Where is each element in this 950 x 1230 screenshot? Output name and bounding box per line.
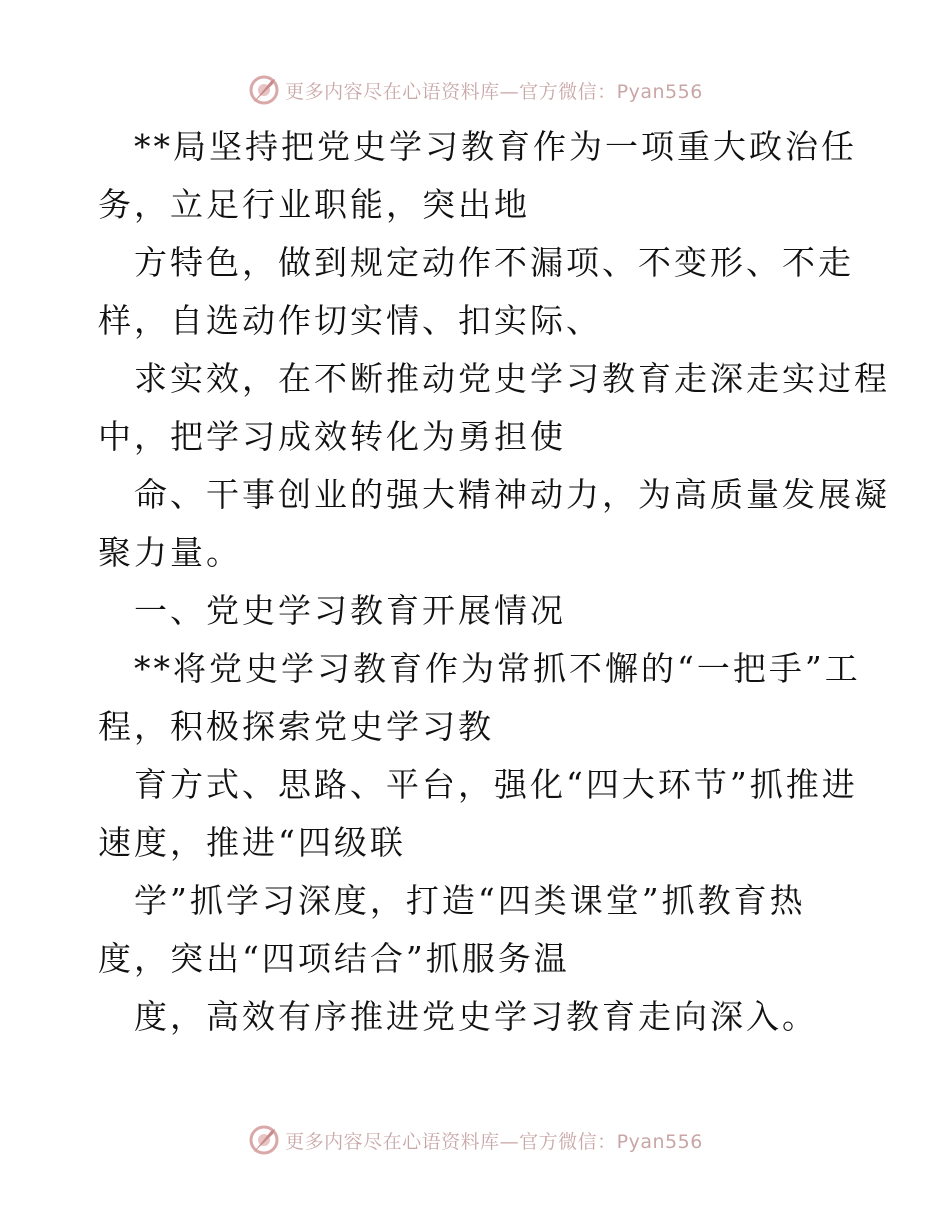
quill-logo-icon bbox=[247, 73, 281, 107]
header-watermark-banner bbox=[0, 70, 950, 110]
body-line-4: 样，自选动作切实情、扣实际、 bbox=[98, 301, 602, 340]
header-banner-text: 更多内容尽在心语资料库—官方微信：Pyan556 bbox=[285, 80, 703, 103]
body-line-2: 务，立足行业职能，突出地 bbox=[98, 185, 530, 224]
section-heading: 一、党史学习教育开展情况 bbox=[134, 591, 566, 630]
body-line-1: **局坚持把党史学习教育作为一项重大政治任 bbox=[134, 127, 857, 166]
body-line-16: 度，高效有序推进党史学习教育走向深入。 bbox=[134, 997, 818, 1036]
body-line-12: 育方式、思路、平台，强化“四大环节”抓推进 bbox=[134, 765, 858, 804]
footer-banner-text: 更多内容尽在心语资料库—官方微信：Pyan556 bbox=[285, 1130, 703, 1153]
document-body bbox=[98, 118, 890, 1046]
body-line-5: 求实效，在不断推动党史学习教育走深走实过程 bbox=[134, 359, 890, 398]
body-line-10: **将党史学习教育作为常抓不懈的“一把手”工 bbox=[134, 649, 861, 688]
body-line-6: 中，把学习成效转化为勇担使 bbox=[98, 417, 566, 456]
body-line-11: 程，积极探索党史学习教 bbox=[98, 707, 494, 746]
footer-watermark-banner bbox=[0, 1120, 950, 1160]
body-line-13: 速度，推进“四级联 bbox=[98, 823, 406, 862]
body-line-8: 聚力量。 bbox=[98, 533, 242, 572]
footer-wechat-id: Pyan556 bbox=[616, 1130, 703, 1153]
body-line-3: 方特色，做到规定动作不漏项、不变形、不走 bbox=[134, 243, 854, 282]
body-line-14: 学”抓学习深度，打造“四类课堂”抓教育热 bbox=[134, 881, 806, 920]
quill-logo-icon bbox=[247, 1123, 281, 1157]
header-wechat-id: Pyan556 bbox=[616, 80, 703, 103]
body-line-15: 度，突出“四项结合”抓服务温 bbox=[98, 939, 570, 978]
body-line-7: 命、干事创业的强大精神动力，为高质量发展凝 bbox=[134, 475, 890, 514]
